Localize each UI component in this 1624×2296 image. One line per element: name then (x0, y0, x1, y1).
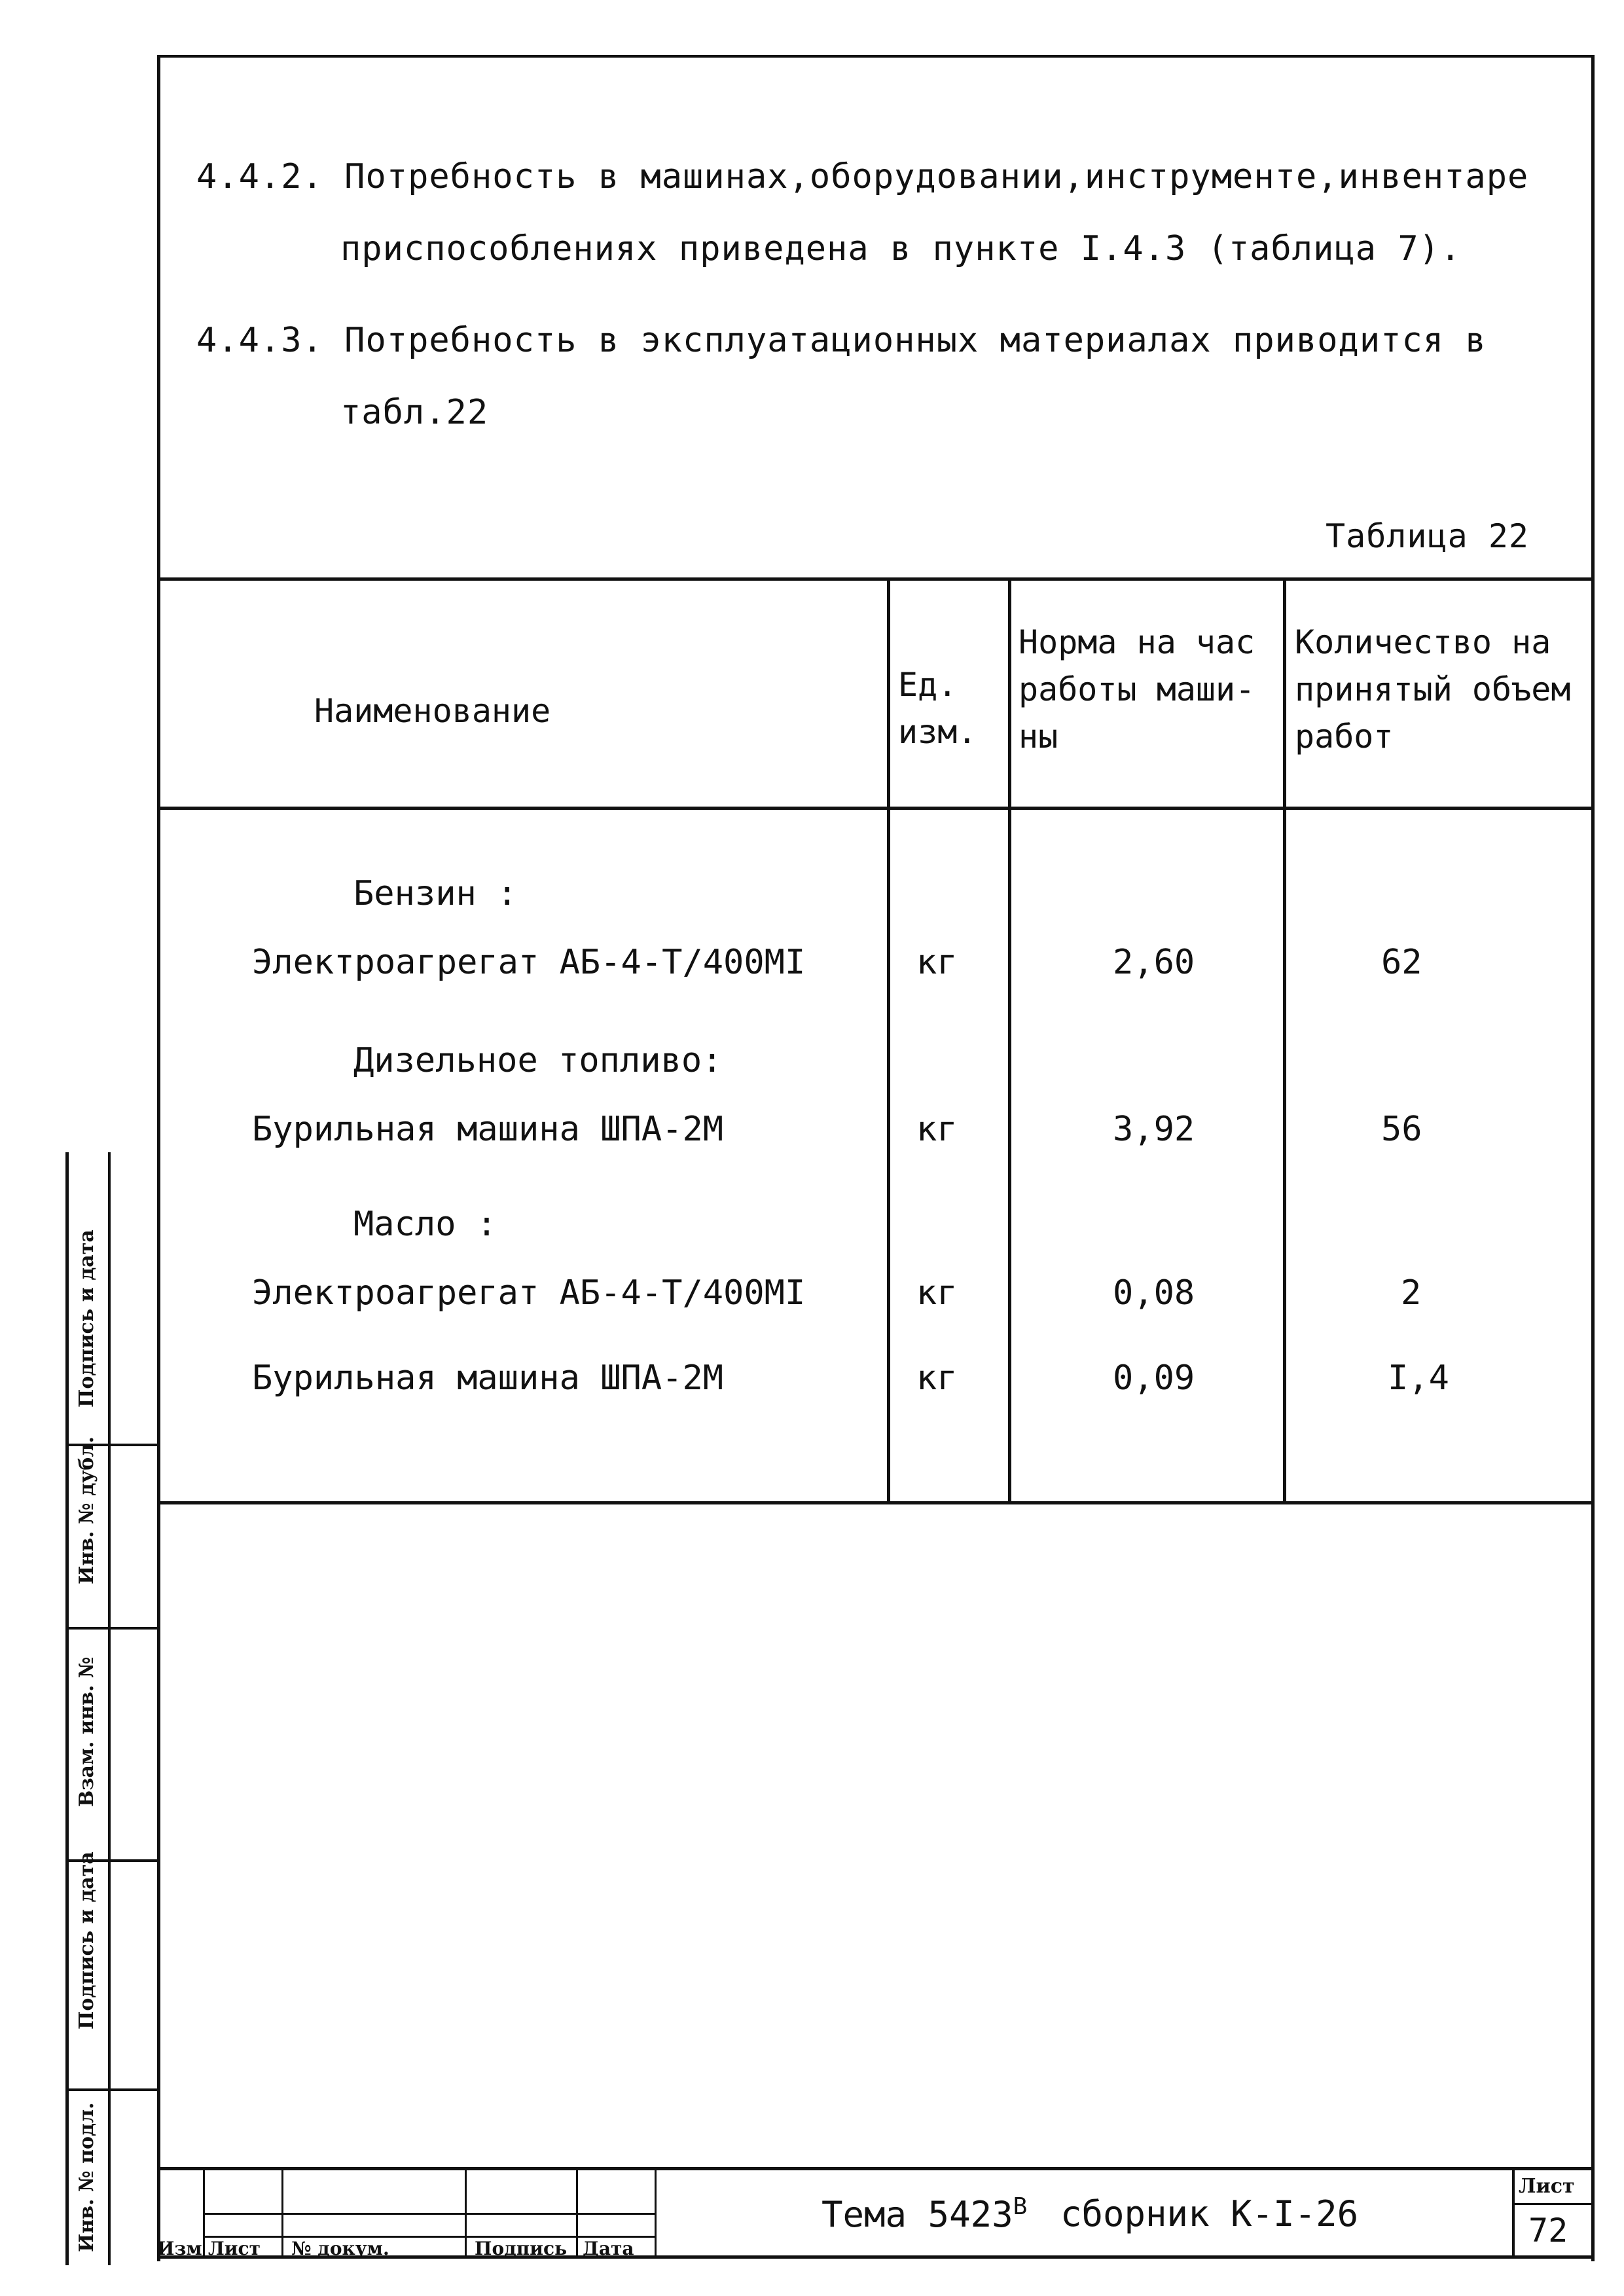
tb-sheet-col-line (1512, 2168, 1515, 2257)
row-2-unit: кг (916, 1110, 958, 1149)
tb-col-izm: Изм (157, 2238, 202, 2259)
row-4-unit: кг (916, 1358, 958, 1398)
row-2-norm: 3,92 (1113, 1110, 1195, 1149)
stamp-orig-inv: Инв. № подл. (75, 2102, 98, 2252)
table-col-divider-2 (1008, 577, 1011, 1504)
row-3-name: Электроагрегат АБ-4-Т/400МI (252, 1273, 806, 1313)
paragraph-4-4-3-line2: табл.22 (340, 393, 489, 432)
group-diesel: Дизельное топливо: (353, 1041, 723, 1080)
tb-sheet-row-line (1512, 2203, 1591, 2205)
tb-col-list: Лист (208, 2238, 261, 2259)
paragraph-4-4-2-line1: 4.4.2. Потребность в машинах,оборудовании,инструменте,инвентаре (196, 157, 1529, 196)
table-bottom-border (157, 1501, 1591, 1504)
sheet-number: 72 (1528, 2212, 1568, 2250)
table-caption: Таблица 22 (1326, 517, 1530, 555)
table-header-bottom-border (157, 807, 1591, 810)
stamp-sign-date-1: Подпись и дата (75, 1230, 98, 1408)
group-oil: Масло : (353, 1205, 497, 1244)
paragraph-4-4-3-line1: 4.4.3. Потребность в эксплуатационных материалах приводится в (196, 321, 1487, 360)
header-norm: Норма на час работы маши- ны (1019, 623, 1255, 756)
row-1-unit: кг (916, 943, 958, 982)
theme-label-text: Тема 5423 (821, 2194, 1013, 2235)
paragraph-4-4-2-line2: приспособлениях приведена в пункте I.4.3 (таблица 7). (340, 229, 1462, 268)
row-2-name: Бурильная машина ШПА-2М (252, 1110, 724, 1149)
stamp-dup-inv: Инв. № дубл. (75, 1436, 98, 1584)
theme-superscript: В (1013, 2193, 1028, 2220)
margin-strip-line-inner (108, 1152, 111, 2265)
tb-row-line-1 (203, 2213, 655, 2215)
row-3-quantity: 2 (1401, 1273, 1422, 1313)
title-block-top-border (157, 2167, 1591, 2170)
theme-label (821, 2193, 1027, 2235)
table-col-divider-3 (1283, 577, 1286, 1504)
header-name: Наименование (314, 692, 551, 730)
row-3-unit: кг (916, 1273, 958, 1313)
margin-strip-line-left (65, 1152, 69, 2265)
header-quantity: Количество на принятый объем работ (1295, 623, 1571, 756)
margin-divider-4 (65, 2088, 157, 2091)
collection-code: сборник К-I-26 (1060, 2193, 1359, 2234)
stamp-sign-date-2: Подпись и дата (75, 1851, 98, 2030)
page-frame (157, 55, 1595, 2261)
row-1-quantity: 62 (1381, 943, 1422, 982)
tb-col-line-5 (655, 2168, 657, 2257)
group-petrol: Бензин : (353, 874, 518, 913)
header-unit: Ед. изм. (898, 666, 977, 751)
table-col-divider-1 (887, 577, 890, 1504)
tb-col-doc: № докум. (291, 2238, 389, 2259)
tb-col-date: Дата (583, 2238, 634, 2259)
row-4-quantity: I,4 (1388, 1358, 1449, 1398)
table-top-border (157, 577, 1591, 581)
margin-divider-2 (65, 1627, 157, 1630)
stamp-replace-inv: Взам. инв. № (75, 1656, 98, 1807)
tb-col-sign: Подпись (475, 2238, 568, 2259)
row-1-name: Электроагрегат АБ-4-Т/400МI (252, 943, 806, 982)
row-4-name: Бурильная машина ШПА-2М (252, 1358, 724, 1398)
row-3-norm: 0,08 (1113, 1273, 1195, 1313)
row-1-norm: 2,60 (1113, 943, 1195, 982)
row-4-norm: 0,09 (1113, 1358, 1195, 1398)
row-2-quantity: 56 (1381, 1110, 1422, 1149)
sheet-label: Лист (1519, 2175, 1575, 2198)
